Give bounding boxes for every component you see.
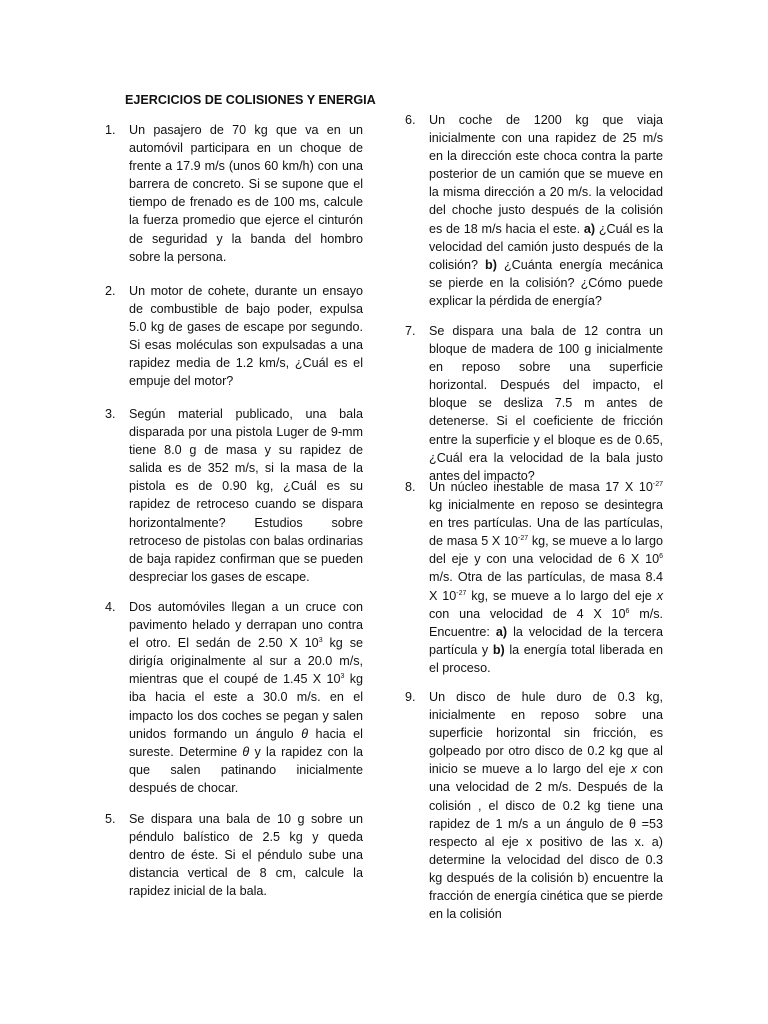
exercise-2 xyxy=(105,282,363,391)
exercise-number: 8. xyxy=(405,480,416,494)
superscript: 3 xyxy=(318,637,323,644)
exercise-text xyxy=(429,322,663,485)
exercise-6 xyxy=(405,111,663,310)
text-run: hacia el sureste. Determine xyxy=(129,726,363,759)
italic-symbol: x xyxy=(656,588,663,603)
text-run: la energía total liberada en el proceso. xyxy=(429,642,663,675)
text-run: con una velocidad de 4 X 10 xyxy=(429,606,626,621)
text-run: kg, se mueve a lo largo del eje xyxy=(466,588,657,603)
exercise-5 xyxy=(105,810,363,900)
text-run: con una velocidad de 2 m/s. Después de la colisión , el disco de 0.2 kg tiene una rapidez de 1 m/s a un ángulo de θ =53 respecto al eje x positivo de las x. a) determine la velocidad del disco de 0.3 kg después de la colisión b) encuentre la fracción de energía cinética que se pierde en la colisión xyxy=(429,762,663,922)
superscript: 3 xyxy=(340,673,345,681)
text-run: ¿Cuánta energía mecánica se pierde en la colisión? ¿Cómo puede explicar la pérdida de energía? xyxy=(429,257,663,308)
exercise-number: 9. xyxy=(405,690,416,704)
text-run: Un núcleo inestable de masa 17 X 10 xyxy=(429,480,653,494)
superscript: 6 xyxy=(625,607,630,615)
exercise-text xyxy=(129,405,363,586)
text-run: m/s. Otra de las partículas, de masa 8.4 X 10 xyxy=(429,570,663,603)
text-run: kg inicialmente en reposo se desintegra en tres partículas. Una de las partículas, de masa 5 X 10 xyxy=(429,498,663,549)
exercise-1 xyxy=(105,121,363,266)
text-run: Según material publicado, una bala disparada por una pistola Luger de 9-mm tiene 8.0 g de masa y su rapidez de salida es de 352 m/s, si la masa de la pistola es de 0.90 kg, ¿Cuál es su rapidez de retroceso cuando se dispara horizontalmente? Estudios sobre retroceso de pistolas con balas ordinarias de baja rapidez confirman que se pueden despreciar los gases de escape. xyxy=(129,407,363,584)
exercise-9 xyxy=(405,688,663,923)
exercise-3 xyxy=(105,405,363,586)
exercise-number: 4. xyxy=(105,600,116,614)
text-run: ¿Cuál es la velocidad del camión justo después de la colisión? xyxy=(429,221,663,272)
superscript: -27 xyxy=(652,480,663,488)
bold-label: a) xyxy=(583,221,596,236)
text-run: Dos automóviles llegan a un cruce con pavimento helado y derrapan uno contra el otro. El sedán de 2.50 X 10 xyxy=(129,600,363,651)
text-run: m/s. Encuentre: xyxy=(429,606,663,639)
superscript: 6 xyxy=(659,553,663,561)
exercise-4 xyxy=(105,598,363,797)
text-run: la velocidad de la tercera partícula y xyxy=(429,624,663,657)
exercise-number: 3. xyxy=(105,407,116,421)
text-run: kg se dirigía originalmente al sur a 20.0 m/s, mientras que el coupé de 1.45 X 10 xyxy=(129,636,363,687)
exercise-text xyxy=(129,598,363,797)
text-run: kg iba hacia el este a 30.0 m/s. en el impacto los dos coches se pegan y salen unidos formando un ángulo xyxy=(129,672,363,741)
exercise-number: 2. xyxy=(105,284,116,298)
exercise-text xyxy=(129,810,363,900)
page-title: EJERCICIOS DE COLISIONES Y ENERGIA xyxy=(125,93,376,107)
italic-symbol: θ xyxy=(301,726,309,741)
exercise-text xyxy=(129,282,363,391)
text-run: y la rapidez con la que salen patinando inicialmente después de chocar. xyxy=(129,744,363,795)
exercise-text xyxy=(429,688,663,923)
exercise-text xyxy=(429,111,663,310)
text-run: Un coche de 1200 kg que viaja inicialmente con una rapidez de 25 m/s en la dirección este choca contra la parte posterior de un camión que se mueve en la misma dirección a 20 m/s. la velocidad del choche justo después de la colisión es de 18 m/s hacia el este. xyxy=(429,113,663,236)
text-run: Un disco de hule duro de 0.3 kg, inicialmente en reposo sobre una superficie horizontal sin fricción, es golpeado por otro disco de 0.2 kg que al inicio se mueve a lo largo del eje xyxy=(429,690,663,777)
exercise-text xyxy=(129,121,363,266)
bold-label: b) xyxy=(492,642,505,657)
superscript: -27 xyxy=(518,535,529,543)
text-run: Se dispara una bala de 10 g sobre un péndulo balístico de 2.5 kg y queda dentro de éste. Si el péndulo sube una distancia vertical de 8 cm, calcule la rapidez inicial de la bala. xyxy=(129,812,363,899)
text-run: Se dispara una bala de 12 contra un bloque de madera de 100 g inicialmente en reposo sobre una superficie horizontal. Después del impacto, el bloque se desliza 7.5 m antes de detenerse. Si el coeficiente de fricción entre la superficie y el bloque es de 0.65, ¿Cuál era la velocidad de la bala justo antes del impacto? xyxy=(429,324,663,483)
exercise-7 xyxy=(405,322,663,485)
text-run: Un motor de cohete, durante un ensayo de combustible de bajo poder, expulsa 5.0 kg de gases de escape por segundo. Si esas moléculas son expulsadas a una rapidez media de 1.2 km/s, ¿Cuál es el empuje del motor? xyxy=(129,284,363,389)
text-run: Un pasajero de 70 kg que va en un automóvil participara en un choque de frente a 17.9 m/s (unos 60 km/h) con una barrera de concreto. Si se supone que el tiempo de frenado es de 100 ms, calcule la fuerza promedio que ejerce el cinturón de seguridad y la banda del hombro sobre la persona. xyxy=(129,123,363,264)
exercise-number: 6. xyxy=(405,113,416,127)
exercise-text xyxy=(429,478,663,677)
exercise-8 xyxy=(405,478,663,677)
bold-label: a) xyxy=(495,624,508,639)
text-run: kg, se mueve a lo largo del eje y con una velocidad de 6 X 10 xyxy=(429,534,663,567)
exercise-number: 1. xyxy=(105,123,116,137)
italic-symbol: x xyxy=(630,762,638,777)
exercise-number: 5. xyxy=(105,812,116,826)
bold-label: b) xyxy=(485,257,497,272)
italic-symbol: θ xyxy=(242,744,250,759)
superscript: -27 xyxy=(456,589,467,597)
exercise-number: 7. xyxy=(405,324,416,338)
